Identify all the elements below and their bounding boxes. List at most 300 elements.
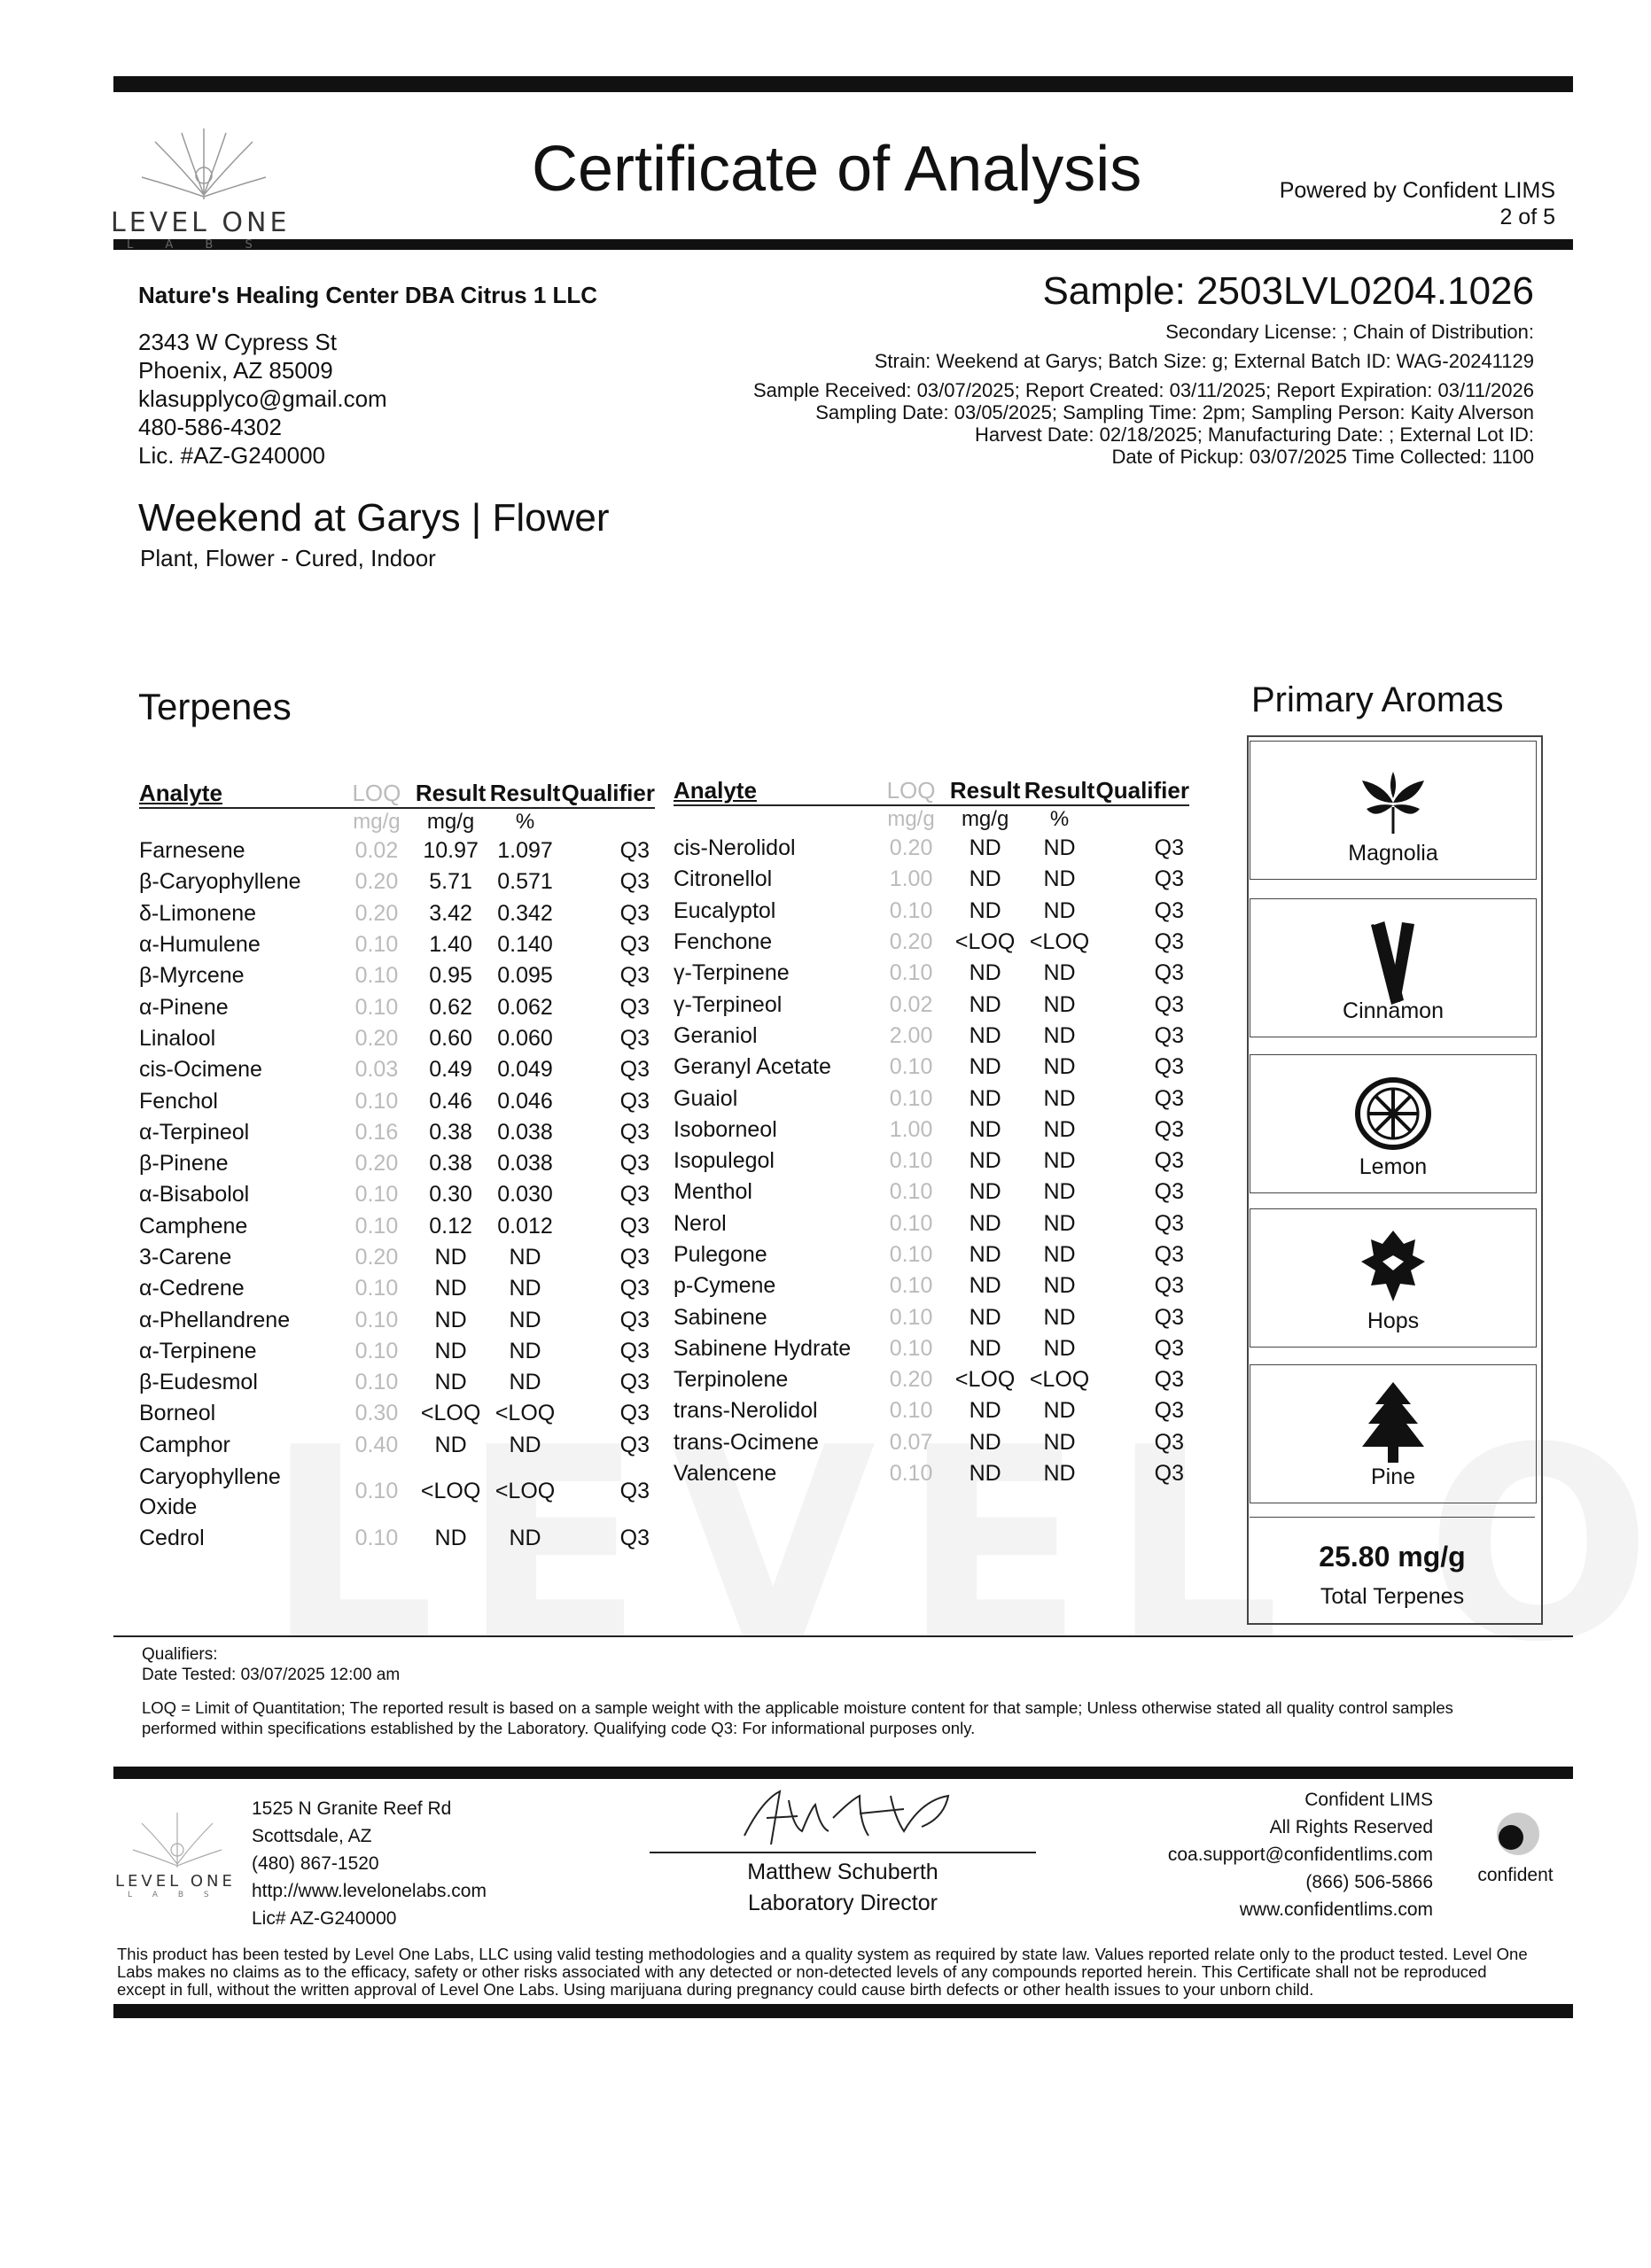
table-row [674,1115,1189,1146]
qualifier-code: Q3 [1154,1085,1184,1111]
analyte-name: Menthol [674,1179,752,1205]
table-row [674,1395,1189,1426]
result-mg: 3.42 [429,900,472,926]
loq-value: 0.10 [354,1338,399,1363]
col-result: Result [413,780,489,808]
analyte-name: Sabinene Hydrate [674,1335,852,1361]
sample-line2: Strain: Weekend at Garys; Batch Size: g; External Batch ID: WAG-20241129 [874,350,1534,372]
footer-lab-logo [115,1807,239,1899]
result-pct: 0.060 [497,1025,553,1051]
pine-icon [1349,1378,1437,1471]
table-row [139,1117,655,1148]
analyte-name: Borneol [139,1401,216,1426]
result-pct: ND [1043,1242,1076,1267]
table-row [139,1023,655,1054]
loq-value: 0.10 [889,1179,933,1205]
table-row [674,1333,1189,1364]
table-row [674,958,1189,989]
result-mg: 0.12 [429,1213,472,1239]
result-mg: ND [969,897,1001,923]
magnolia-icon [1349,754,1437,843]
result-mg: ND [969,1461,1001,1487]
result-mg: ND [969,866,1001,892]
loq-value: 0.07 [889,1429,933,1455]
table-row [139,1398,655,1429]
result-mg: ND [434,1307,467,1332]
col-qualifier: Qualifier [1095,777,1189,804]
result-pct: ND [509,1307,541,1332]
loq-value: 0.02 [889,991,933,1017]
qualifier-code: Q3 [619,932,650,958]
client-address2: Phoenix, AZ 85009 [138,357,333,384]
result-pct: ND [1043,835,1076,861]
result-mg: ND [969,1273,1001,1299]
loq-value: 0.20 [354,1025,399,1051]
qualifier-code: Q3 [1154,1179,1184,1205]
confident-logo [1462,1807,1569,1886]
result-pct: 0.571 [497,869,553,895]
qualifier-code: Q3 [619,1479,650,1504]
table-row [139,1461,655,1523]
hops-icon [1349,1222,1437,1310]
loq-value: 0.20 [889,835,933,861]
cinnamon-icon [1349,912,1437,1009]
product-subtitle: Plant, Flower - Cured, Indoor [140,545,436,571]
result-mg: 0.30 [429,1182,472,1208]
analyte-name: Pulegone [674,1242,767,1267]
qualifier-code: Q3 [1154,929,1184,955]
footer-bottom-bar [113,2004,1573,2018]
result-pct: ND [1043,960,1076,986]
result-mg: ND [434,1370,467,1395]
result-mg: 10.97 [423,838,479,864]
result-pct: 0.140 [497,932,553,958]
qualifier-code: Q3 [1154,1304,1184,1330]
qualifier-code: Q3 [1154,1429,1184,1455]
loq-value: 0.16 [354,1119,399,1145]
lims-phone: (866) 506-5866 [1305,1872,1433,1892]
table-row [139,1273,655,1304]
footer-logo-main: LEVEL ONE [115,1872,236,1891]
analyte-name: γ-Terpineol [674,991,783,1017]
analyte-name: β-Caryophyllene [139,869,301,895]
aroma-label: Hops [1367,1309,1420,1333]
table-row [139,1430,655,1461]
loq-value: 1.00 [889,866,933,892]
loq-note-line2: performed within specifications established by the Laboratory. Qualifying code Q3: For informational purposes only. [142,1719,976,1737]
qualifier-code: Q3 [619,1182,650,1208]
result-mg: <LOQ [420,1479,481,1504]
lab-website[interactable]: http://www.levelonelabs.com [252,1881,487,1901]
loq-value: 2.00 [889,1022,933,1048]
result-mg: ND [434,1276,467,1301]
qualifier-code: Q3 [619,1276,650,1301]
qualifier-code: Q3 [1154,1273,1184,1299]
signature-line [650,1852,1036,1853]
loq-value: 0.10 [354,994,399,1020]
qualifier-code: Q3 [1154,960,1184,986]
loq-value: 0.02 [354,838,399,864]
terpene-table-right [674,777,1189,1489]
result-pct: <LOQ [1029,929,1090,955]
aroma-card-lemon [1250,1054,1537,1193]
table-row [139,1336,655,1367]
confident-logo-icon [1484,1807,1546,1860]
col-result-pct: Result [489,780,561,806]
qualifier-code: Q3 [619,838,650,864]
footer-top-bar [113,1767,1573,1779]
loq-value: 0.20 [354,869,399,895]
qualifier-code: Q3 [619,900,650,926]
lab-address1: 1525 N Granite Reef Rd [252,1798,452,1819]
top-bar [113,76,1573,92]
result-mg: ND [969,1116,1001,1142]
disclaimer-line3: except in full, without the written approval of Level One Labs. Using marijuana during pregnancy could cause birth defects or other health issues to your unborn child. [117,1980,1314,1999]
table-row [139,1054,655,1085]
analyte-name: Geranyl Acetate [674,1054,831,1080]
qualifier-code: Q3 [1154,1022,1184,1048]
loq-value: 0.10 [889,1461,933,1487]
result-mg: ND [969,991,1001,1017]
analyte-name: α-Cedrene [139,1276,245,1301]
result-pct: ND [1043,1429,1076,1455]
unit-pct: % [515,810,535,834]
analyte-name: Caryophyllene Oxide [139,1464,281,1519]
result-pct: 0.049 [497,1057,553,1083]
result-mg: ND [434,1432,467,1457]
analyte-name: Fenchol [139,1088,218,1114]
result-mg: ND [969,1148,1001,1174]
aroma-label: Lemon [1359,1154,1428,1179]
loq-value: 0.10 [889,1335,933,1361]
sample-line5: Harvest Date: 02/18/2025; Manufacturing Date: ; External Lot ID: [974,423,1534,446]
analyte-name: Geraniol [674,1022,758,1048]
loq-value: 0.30 [354,1401,399,1426]
result-mg: ND [434,1338,467,1363]
qualifier-code: Q3 [619,1307,650,1332]
table-row [674,1301,1189,1332]
qualifier-code: Q3 [619,1432,650,1457]
result-mg: 0.38 [429,1119,472,1145]
qualifier-code: Q3 [1154,866,1184,892]
col-result-pct: Result [1024,777,1095,804]
sample-line4: Sampling Date: 03/05/2025; Sampling Time: 2pm; Sampling Person: Kaity Alverson [815,401,1534,423]
powered-by-block [1280,177,1555,230]
total-terpenes-box [1250,1517,1535,1617]
lims-website[interactable]: www.confidentlims.com [1239,1899,1433,1920]
result-pct: 0.038 [497,1151,553,1177]
loq-value: 0.10 [889,1210,933,1236]
client-phone: 480-586-4302 [138,414,282,440]
result-pct: ND [1043,1210,1076,1236]
table-row [674,1427,1189,1458]
table-row [674,1052,1189,1083]
table-row [674,1177,1189,1208]
result-pct: ND [509,1432,541,1457]
result-pct: ND [509,1526,541,1551]
analyte-name: α-Bisabolol [139,1182,250,1208]
table-row [139,1148,655,1179]
signature-image [727,1783,975,1853]
result-pct: ND [1043,1085,1076,1111]
page-title: Certificate of Analysis [532,134,1142,205]
lab-address2: Scottsdale, AZ [252,1826,372,1846]
qualifier-code: Q3 [619,1025,650,1051]
result-mg: 0.60 [429,1025,472,1051]
table-row [139,898,655,929]
qualifier-code: Q3 [619,1151,650,1177]
aroma-label: Magnolia [1348,841,1438,866]
loq-value: 0.10 [889,1148,933,1174]
col-qualifier: Qualifier [561,780,655,806]
result-pct: 0.038 [497,1119,553,1145]
col-analyte: Analyte [139,780,340,808]
qualifier-code: Q3 [1154,1461,1184,1487]
lims-contact [1168,1786,1433,1923]
unit-loq: mg/g [353,810,401,834]
result-mg: ND [969,1398,1001,1424]
qualifier-code: Q3 [1154,835,1184,861]
result-pct: 0.095 [497,963,553,989]
client-name: Nature's Healing Center DBA Citrus 1 LLC [138,282,598,308]
col-analyte: Analyte [674,777,875,805]
table-row [139,1523,655,1554]
result-pct: <LOQ [495,1479,556,1504]
terpene-table-left [139,780,655,1554]
analyte-name: δ-Limonene [139,900,257,926]
lab-license: Lic# AZ-G240000 [252,1908,397,1929]
result-pct: ND [1043,1116,1076,1142]
table-row [139,1304,655,1335]
qualifier-code: Q3 [1154,1210,1184,1236]
analyte-name: Sabinene [674,1304,767,1330]
analyte-name: α-Humulene [139,932,261,958]
table-row [674,1208,1189,1239]
result-pct: 0.030 [497,1182,553,1208]
aroma-card-hops [1250,1208,1537,1348]
table-row [139,991,655,1022]
analyte-name: γ-Terpinene [674,960,790,986]
unit-pct: % [1049,807,1070,831]
table-row [139,866,655,897]
loq-value: 0.10 [354,963,399,989]
disclaimer [117,1946,1588,1999]
signer-name: Matthew Schuberth [747,1860,938,1884]
lims-email[interactable]: coa.support@confidentlims.com [1167,1845,1433,1865]
analyte-name: Isopulegol [674,1148,775,1174]
analyte-name: Linalool [139,1025,216,1051]
lab-contact [252,1795,487,1932]
unit-result: mg/g [961,807,1009,831]
result-mg: 0.95 [429,963,472,989]
analyte-name: α-Pinene [139,994,229,1020]
analyte-name: β-Myrcene [139,963,245,989]
total-terpenes-label: Total Terpenes [1320,1584,1465,1609]
loq-value: 0.20 [354,1151,399,1177]
result-mg: ND [434,1245,467,1270]
result-pct: ND [509,1245,541,1270]
result-mg: ND [969,1054,1001,1080]
loq-value: 0.40 [354,1432,399,1457]
result-pct: ND [1043,897,1076,923]
result-pct: ND [1043,1148,1076,1174]
confident-brand: confident [1477,1865,1554,1885]
table-row [139,929,655,960]
analyte-name: trans-Ocimene [674,1429,819,1455]
result-mg: 0.49 [429,1057,472,1083]
logo-main-text: LEVEL ONE [111,207,291,238]
qualifier-code: Q3 [1154,897,1184,923]
aroma-label: Cinnamon [1343,998,1444,1023]
loq-value: 0.10 [889,897,933,923]
analyte-name: Farnesene [139,838,245,864]
loq-value: 0.10 [354,1307,399,1332]
analyte-name: Eucalyptol [674,897,776,923]
qualifier-code: Q3 [619,1245,650,1270]
table-row [674,989,1189,1020]
qualifier-code: Q3 [1154,1054,1184,1080]
result-mg: ND [969,1335,1001,1361]
result-mg: ND [969,1210,1001,1236]
unit-result: mg/g [426,810,475,834]
loq-value: 0.10 [354,1479,399,1504]
analyte-name: β-Eudesmol [139,1370,258,1395]
loq-value: 1.00 [889,1116,933,1142]
table-row [674,833,1189,864]
result-pct: ND [509,1338,541,1363]
loq-value: 0.20 [889,1367,933,1393]
table-row [139,1179,655,1210]
disclaimer-line2: Labs makes no claims as to the efficacy, safety or other risks associated with any detected or non-detected levels of any compounds reported herein. This Certificate shall not be reproduced [117,1962,1487,1981]
table-row [674,1239,1189,1270]
result-pct: ND [1043,1273,1076,1299]
qualifier-code: Q3 [619,1119,650,1145]
notes-divider [113,1635,1573,1637]
analyte-name: Cedrol [139,1526,205,1551]
signer-block [650,1857,1036,1919]
logo-sub-text: L A B S [127,238,267,252]
col-loq: LOQ [340,780,413,808]
table-header [674,777,1189,805]
client-license: Lic. #AZ-G240000 [138,442,326,469]
table-row [139,1085,655,1116]
units-row [674,805,1189,833]
result-mg: <LOQ [954,1367,1016,1393]
result-pct: ND [1043,1179,1076,1205]
aroma-label: Pine [1370,1464,1416,1489]
total-terpenes-value: 25.80 mg/g [1319,1541,1466,1573]
result-mg: ND [969,835,1001,861]
loq-value: 0.10 [354,1182,399,1208]
product-title: Weekend at Garys | Flower [138,496,610,540]
result-pct: 1.097 [497,838,553,864]
result-pct: <LOQ [1029,1367,1090,1393]
qualifier-code: Q3 [619,963,650,989]
client-address1: 2343 W Cypress St [138,329,337,355]
table-row [674,1021,1189,1052]
result-mg: ND [434,1526,467,1551]
table-row [674,896,1189,927]
loq-value: 0.10 [889,1085,933,1111]
table-row [139,1367,655,1398]
table-row [674,1458,1189,1489]
qualifiers-label: Qualifiers: [142,1645,218,1664]
table-row [674,1270,1189,1301]
sample-details [753,321,1534,468]
qualifier-code: Q3 [1154,1398,1184,1424]
table-row [674,864,1189,895]
result-pct: 0.342 [497,900,553,926]
qualifier-code: Q3 [1154,1116,1184,1142]
signer-title: Laboratory Director [748,1891,938,1915]
result-pct: 0.062 [497,994,553,1020]
lab-phone: (480) 867-1520 [252,1853,379,1874]
result-pct: 0.012 [497,1213,553,1239]
col-result: Result [947,777,1024,805]
loq-value: 0.10 [889,960,933,986]
analyte-name: β-Pinene [139,1151,229,1177]
table-header [139,780,655,808]
loq-value: 0.10 [889,1304,933,1330]
result-mg: ND [969,1179,1001,1205]
analyte-name: cis-Nerolidol [674,835,796,861]
powered-by: Powered by Confident LIMS [1279,178,1555,203]
analyte-name: Citronellol [674,866,773,892]
result-pct: ND [509,1276,541,1301]
loq-note-line1: LOQ = Limit of Quantitation; The reported result is based on a sample weight with the applicable moisture content for that sample; Unless otherwise stated all quality control samples [142,1698,1453,1717]
units-row [139,808,655,835]
analyte-name: cis-Ocimene [139,1057,262,1083]
qualifier-code: Q3 [1154,1367,1184,1393]
qualifier-code: Q3 [619,1526,650,1551]
analyte-name: Nerol [674,1210,727,1236]
qualifier-code: Q3 [619,1338,650,1363]
loq-value: 0.10 [354,932,399,958]
loq-value: 0.03 [354,1057,399,1083]
analyte-name: Fenchone [674,929,773,955]
sample-line1: Secondary License: ; Chain of Distribution: [1165,321,1534,343]
result-pct: ND [1043,1022,1076,1048]
col-loq: LOQ [875,777,946,805]
result-mg: 0.46 [429,1088,472,1114]
result-mg: 0.62 [429,994,472,1020]
lims-rights: All Rights Reserved [1269,1817,1433,1837]
header-divider [113,239,1573,250]
result-pct: ND [1043,1054,1076,1080]
loq-value: 0.10 [354,1276,399,1301]
result-pct: <LOQ [495,1401,556,1426]
sample-line6: Date of Pickup: 03/07/2025 Time Collected: 1100 [1111,446,1534,468]
result-mg: ND [969,1085,1001,1111]
notes-block [142,1644,1453,1738]
result-mg: <LOQ [420,1401,481,1426]
table-row [674,1364,1189,1395]
result-pct: ND [1043,1335,1076,1361]
loq-value: 0.10 [354,1370,399,1395]
client-email: klasupplyco@gmail.com [138,385,387,412]
cannabis-leaf-logo-icon [115,1807,239,1871]
table-row [139,1242,655,1273]
result-pct: ND [1043,866,1076,892]
analyte-name: 3-Carene [139,1245,232,1270]
analyte-name: Camphene [139,1213,248,1239]
loq-value: 0.20 [354,900,399,926]
cannabis-leaf-logo-icon [111,124,297,208]
sample-id: Sample: 2503LVL0204.1026 [1042,269,1534,313]
result-mg: ND [969,1022,1001,1048]
result-mg: ND [969,960,1001,986]
table-row [674,927,1189,958]
